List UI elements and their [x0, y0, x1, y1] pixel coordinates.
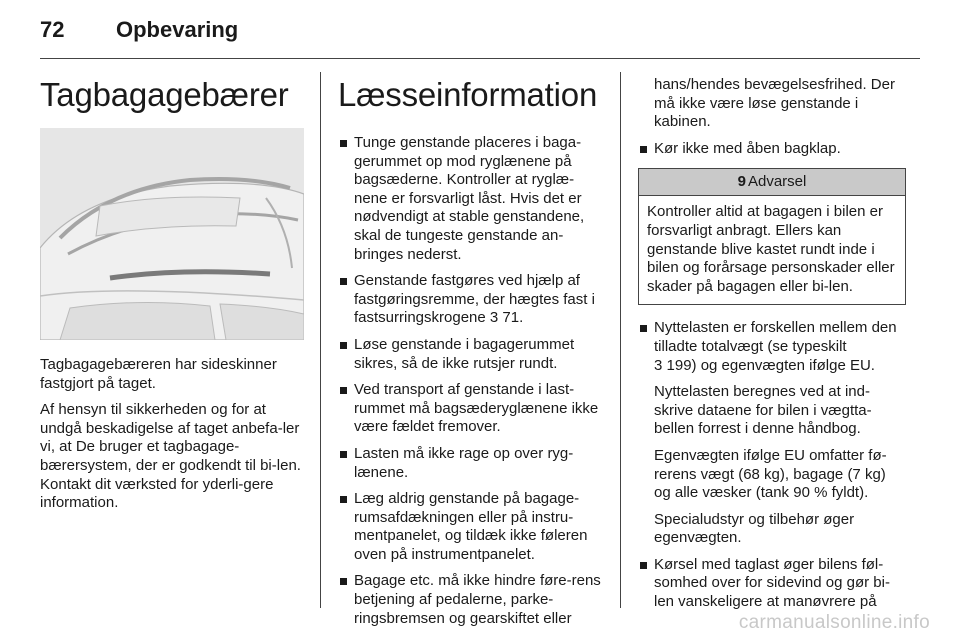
column-divider — [320, 72, 321, 608]
bullet-item: Kørsel med taglast øger bilens føl-somhed over for sidevind og gør bi-len vanskeligere at manøvrere på — [638, 556, 906, 612]
running-title: Opbevaring — [116, 17, 239, 42]
watermark: carmanualsonline.info — [738, 612, 930, 633]
paragraph: Tagbagagebæreren har sideskinner fastgjort på taget. — [40, 356, 277, 392]
sub-paragraph: Nyttelasten beregnes ved at ind-skrive dataene for bilen i vægtta-bellen forrest i denne håndbog. — [654, 383, 872, 438]
section-heading-loading-info: Læsseinformation — [338, 76, 598, 113]
bullet-item: Kør ikke med åben bagklap. — [638, 140, 906, 159]
page-header — [40, 14, 238, 46]
bullet-item: Bagage etc. må ikke hindre føre-rens betjening af pedalerne, parke-ringsbremsen og gearskiftet eller — [338, 572, 606, 628]
column-loading-info-continued — [638, 76, 906, 620]
warning-header — [639, 169, 905, 196]
car-roof-drawing — [40, 128, 304, 340]
bullet-square-icon — [340, 140, 347, 147]
warning-triangle-icon: 9 — [737, 173, 746, 191]
bullet-item: Lasten må ikke rage op over ryg-lænene. — [338, 445, 606, 482]
page-reference[interactable]: 3 199) og egenvægten ifølge EU. — [654, 356, 875, 374]
bullet-square-icon — [340, 578, 347, 585]
warning-box — [638, 168, 906, 305]
paragraph: Af hensyn til sikkerheden og for at undgå beskadigelse af taget anbefa-ler vi, at De bruger et tagbagage-bærersystem, der er godkendt til bi-len. Kontakt dit værksted for yderli-gere information. — [40, 401, 301, 512]
header-rule — [40, 58, 920, 59]
bullet-square-icon — [640, 325, 647, 332]
section-heading-roof-rack: Tagbagagebærer — [40, 76, 289, 113]
bullet-item: Tunge genstande placeres i baga-gerummet op mod ryglænene på bagsæderne. Kontroller at ryglæ-nene er forsvarligt låst. Hvis det er nødvendigt at stable genstandene, skal de tungeste genstande an-bringes nederst. — [338, 134, 606, 264]
page-number: 72 — [40, 17, 65, 42]
sub-paragraph: Specialudstyr og tilbehør øger egenvægten. — [654, 510, 855, 547]
warning-body: Kontroller altid at bagagen i bilen er forsvarligt anbragt. Ellers kan genstande blive kastet rundt inde i bilen og forårsage personskader eller skader på bagagen eller bi-len. — [647, 203, 895, 295]
column-divider — [620, 72, 621, 608]
bullet-square-icon — [640, 562, 647, 569]
bullet-square-icon — [340, 342, 347, 349]
bullet-square-icon — [340, 496, 347, 503]
column-loading-info — [338, 70, 606, 636]
warning-title: Advarsel — [747, 173, 807, 191]
bullet-item: Ved transport af genstande i last-rummet må bagsæderyglænene ikke være fældet fremover. — [338, 381, 606, 437]
page-reference[interactable]: 3 71. — [489, 309, 524, 327]
sub-paragraph: Egenvægten ifølge EU omfatter fø-rerens vægt (68 kg), bagage (7 kg) og alle væsker (tank 90 % fyldt). — [654, 446, 887, 502]
roof-rail-illustration — [40, 128, 304, 340]
column-roof-rack — [40, 70, 304, 521]
bullet-item: Genstande fastgøres ved hjælp af fastgøringsremme, der hægtes fast i fastsurringskrogene 3 71. — [338, 272, 606, 328]
bullet-square-icon — [340, 278, 347, 285]
continuation-text: hans/hendes bevægelsesfrihed. Der må ikke være løse genstande i kabinen. — [654, 76, 895, 131]
bullet-square-icon — [340, 387, 347, 394]
bullet-item: Løse genstande i bagagerummet sikres, så de ikke rutsjer rundt. — [338, 336, 606, 373]
bullet-item: Nyttelasten er forskellen mellem den tilladte totalvægt (se typeskilt 3 199) og egenvægten ifølge EU. — [638, 319, 906, 375]
bullet-square-icon — [640, 146, 647, 153]
bullet-square-icon — [340, 451, 347, 458]
bullet-item: Læg aldrig genstande på bagage-rumsafdækningen eller på instru-mentpanelet, og tildæk ikke føleren oven på instrumentpanelet. — [338, 490, 606, 564]
